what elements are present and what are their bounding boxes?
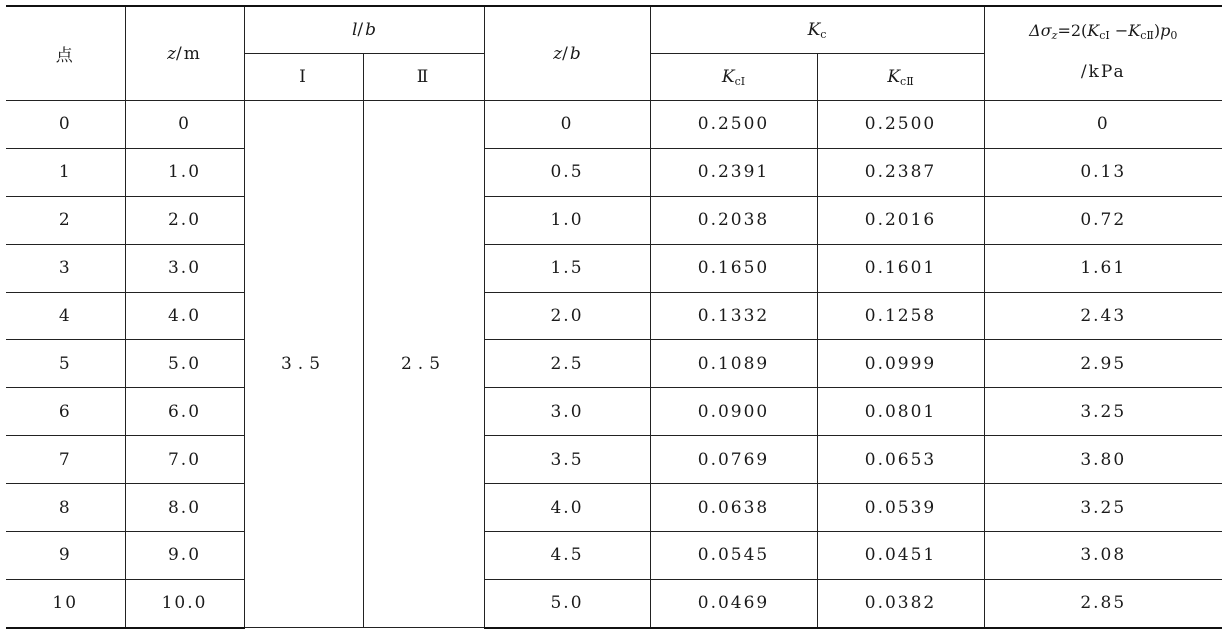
cell-zb: 2.0 (484, 292, 650, 340)
cell-kc1: 0.2391 (650, 148, 817, 196)
header-lb-slash: / (357, 20, 366, 40)
table-row (6, 484, 1222, 532)
header-zb-slash: / (562, 43, 570, 64)
header-delta-k1-sub: cⅠ (1099, 29, 1110, 42)
cell-depth: 7.0 (125, 436, 244, 484)
header-point (6, 6, 125, 101)
header-zb (484, 6, 650, 101)
table-row (6, 340, 1222, 388)
cell-kc1: 0.0469 (650, 579, 817, 627)
cell-kc2: 0.2387 (817, 148, 984, 196)
header-delta-minus: − (1109, 21, 1129, 40)
cell-point: 7 (6, 436, 125, 484)
cell-delta: 2.95 (984, 340, 1222, 388)
table-row (6, 101, 1222, 149)
cell-depth: 6.0 (125, 388, 244, 436)
header-point-label: 点 (55, 46, 75, 66)
cell-depth: 5.0 (125, 340, 244, 388)
cell-kc2: 0.0451 (817, 532, 984, 580)
header-delta-p: p (1160, 21, 1171, 40)
cell-point: 6 (6, 388, 125, 436)
header-kc1 (650, 54, 817, 101)
header-lb-1: Ⅰ (244, 54, 363, 101)
cell-point: 1 (6, 148, 125, 196)
cell-delta: 0.13 (984, 148, 1222, 196)
header-depth-unit: /m (176, 43, 202, 64)
header-kc2-k: K (887, 66, 901, 87)
cell-zb: 0.5 (484, 148, 650, 196)
table-row (6, 532, 1222, 580)
header-kc (650, 6, 984, 54)
header-delta-k2-sub: cⅡ (1140, 29, 1154, 42)
cell-kc2: 0.0999 (817, 340, 984, 388)
cell-zb: 3.0 (484, 388, 650, 436)
cell-kc2: 0.1601 (817, 244, 984, 292)
cell-zb: 1.0 (484, 196, 650, 244)
header-delta-k2: K (1128, 21, 1141, 40)
table-row (6, 436, 1222, 484)
cell-kc1: 0.0638 (650, 484, 817, 532)
cell-depth: 9.0 (125, 532, 244, 580)
cell-depth: 0 (125, 101, 244, 149)
cell-kc1: 0.1332 (650, 292, 817, 340)
cell-point: 8 (6, 484, 125, 532)
table-row (6, 388, 1222, 436)
header-delta-unit: /kPa (1080, 62, 1126, 82)
header-row-1 (6, 6, 1222, 54)
header-lb-2: Ⅱ (363, 54, 484, 101)
cell-depth: 10.0 (125, 579, 244, 627)
cell-delta: 2.43 (984, 292, 1222, 340)
header-delta-subz: z (1051, 29, 1058, 42)
cell-delta: 3.25 (984, 484, 1222, 532)
header-delta-eq: =2( (1057, 21, 1088, 40)
cell-point: 2 (6, 196, 125, 244)
header-delta-sym: Δσ (1029, 21, 1052, 40)
cell-zb: 2.5 (484, 340, 650, 388)
cell-kc2: 0.0653 (817, 436, 984, 484)
header-kc2-sub: cⅡ (900, 74, 914, 88)
table-row (6, 148, 1222, 196)
header-kc-sub: c (820, 27, 827, 41)
cell-point: 5 (6, 340, 125, 388)
header-delta-close: ) (1153, 21, 1161, 40)
cell-delta: 3.08 (984, 532, 1222, 580)
stress-table (6, 5, 1222, 629)
cell-delta: 3.25 (984, 388, 1222, 436)
header-kc1-sub: cⅠ (734, 74, 746, 88)
cell-delta: 2.85 (984, 579, 1222, 627)
cell-depth: 2.0 (125, 196, 244, 244)
cell-kc1: 0.1650 (650, 244, 817, 292)
cell-zb: 5.0 (484, 579, 650, 627)
cell-lb-1-merged: 3.5 (244, 101, 363, 628)
cell-kc1: 0.0900 (650, 388, 817, 436)
header-kc1-k: K (721, 66, 735, 87)
cell-point: 0 (6, 101, 125, 149)
stress-table-container (6, 5, 1222, 629)
cell-kc1: 0.0545 (650, 532, 817, 580)
header-delta (984, 6, 1222, 101)
cell-kc2: 0.2500 (817, 101, 984, 149)
cell-kc1: 0.1089 (650, 340, 817, 388)
cell-depth: 8.0 (125, 484, 244, 532)
table-body (6, 101, 1222, 628)
header-kc-k: K (807, 19, 821, 40)
cell-point: 10 (6, 579, 125, 627)
table-row (6, 292, 1222, 340)
header-lb-l: l (351, 20, 358, 40)
cell-delta: 0.72 (984, 196, 1222, 244)
cell-zb: 0 (484, 101, 650, 149)
cell-lb-2-merged: 2.5 (363, 101, 484, 628)
cell-zb: 4.5 (484, 532, 650, 580)
cell-delta: 1.61 (984, 244, 1222, 292)
header-delta-p-sub: 0 (1170, 29, 1178, 42)
header-lb (244, 6, 484, 54)
cell-depth: 3.0 (125, 244, 244, 292)
cell-depth: 4.0 (125, 292, 244, 340)
cell-kc2: 0.0382 (817, 579, 984, 627)
table-row (6, 244, 1222, 292)
cell-kc1: 0.0769 (650, 436, 817, 484)
header-delta-formula (985, 21, 1223, 42)
header-lb-b: b (365, 20, 377, 40)
cell-point: 3 (6, 244, 125, 292)
cell-depth: 1.0 (125, 148, 244, 196)
cell-zb: 1.5 (484, 244, 650, 292)
cell-zb: 3.5 (484, 436, 650, 484)
header-depth-var: z (167, 43, 177, 64)
cell-kc2: 0.0539 (817, 484, 984, 532)
header-delta-k1: K (1087, 21, 1100, 40)
header-kc2 (817, 54, 984, 101)
table-row (6, 579, 1222, 627)
cell-point: 4 (6, 292, 125, 340)
cell-delta: 3.80 (984, 436, 1222, 484)
cell-kc2: 0.1258 (817, 292, 984, 340)
header-zb-b: b (569, 43, 581, 64)
header-depth (125, 6, 244, 101)
table-row (6, 196, 1222, 244)
cell-delta: 0 (984, 101, 1222, 149)
cell-kc1: 0.2038 (650, 196, 817, 244)
cell-point: 9 (6, 532, 125, 580)
cell-kc1: 0.2500 (650, 101, 817, 149)
cell-kc2: 0.0801 (817, 388, 984, 436)
cell-zb: 4.0 (484, 484, 650, 532)
header-zb-z: z (553, 43, 563, 64)
cell-kc2: 0.2016 (817, 196, 984, 244)
